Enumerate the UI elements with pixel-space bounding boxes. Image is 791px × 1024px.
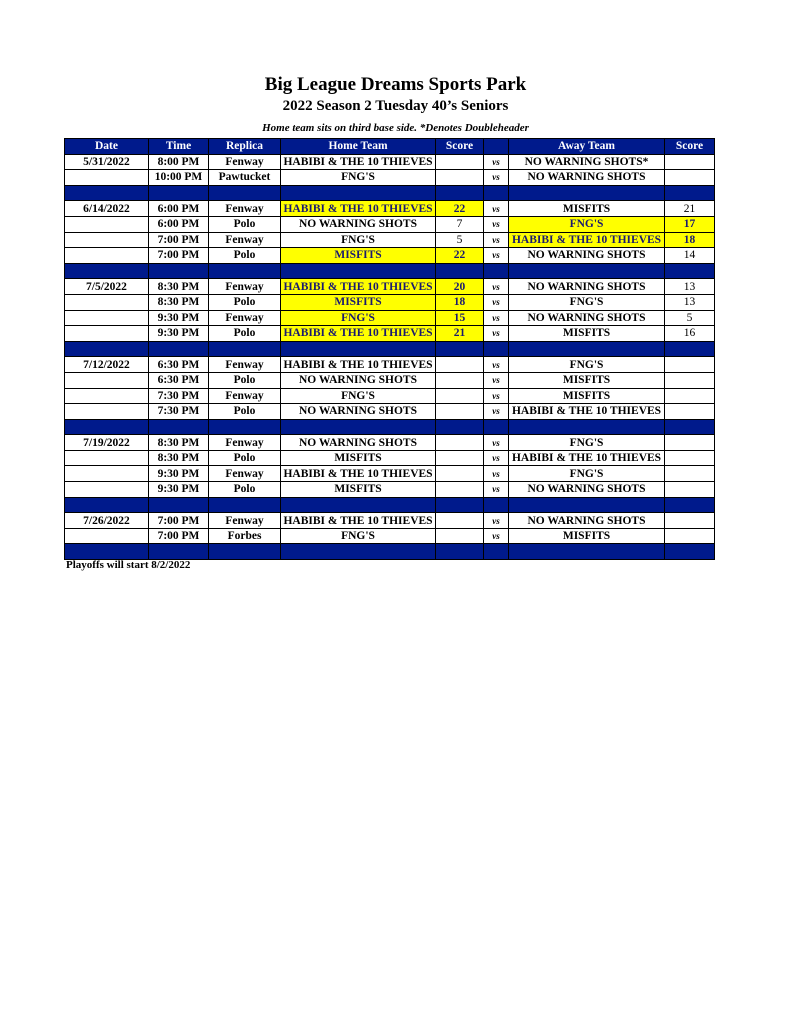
separator-cell: [209, 497, 281, 513]
cell-home-score: 18: [436, 294, 484, 310]
cell-time: 8:30 PM: [149, 435, 209, 451]
cell-date: [65, 466, 149, 482]
cell-replica: Fenway: [209, 279, 281, 295]
table-row: [65, 482, 715, 498]
cell-home-score: [436, 357, 484, 373]
cell-away-team: NO WARNING SHOTS: [509, 310, 665, 326]
cell-date: [65, 248, 149, 264]
cell-away-team: FNG'S: [509, 466, 665, 482]
separator-cell: [65, 341, 149, 357]
cell-time: 8:00 PM: [149, 154, 209, 170]
cell-home-score: [436, 388, 484, 404]
separator-cell: [436, 263, 484, 279]
separator-cell: [209, 544, 281, 560]
cell-date: [65, 404, 149, 420]
separator-cell: [65, 419, 149, 435]
cell-home-team: HABIBI & THE 10 THIEVES: [281, 357, 436, 373]
table-row: [65, 154, 715, 170]
separator-cell: [149, 263, 209, 279]
cell-time: 8:30 PM: [149, 450, 209, 466]
cell-home-team: MISFITS: [281, 450, 436, 466]
cell-date: [65, 450, 149, 466]
cell-away-team: MISFITS: [509, 201, 665, 217]
cell-home-team: FNG'S: [281, 388, 436, 404]
separator-row: [65, 185, 715, 201]
table-row: [65, 357, 715, 373]
separator-cell: [509, 263, 665, 279]
cell-home-team: MISFITS: [281, 248, 436, 264]
cell-time: 9:30 PM: [149, 326, 209, 342]
cell-away-score: 13: [665, 294, 715, 310]
cell-time: 9:30 PM: [149, 482, 209, 498]
cell-vs: vs: [484, 248, 509, 264]
cell-away-score: [665, 154, 715, 170]
cell-date: [65, 388, 149, 404]
separator-cell: [509, 497, 665, 513]
separator-cell: [509, 185, 665, 201]
cell-home-score: 22: [436, 248, 484, 264]
cell-away-score: 5: [665, 310, 715, 326]
cell-date: [65, 482, 149, 498]
cell-home-team: HABIBI & THE 10 THIEVES: [281, 201, 436, 217]
cell-date: [65, 372, 149, 388]
cell-away-team: HABIBI & THE 10 THIEVES: [509, 404, 665, 420]
cell-date: 7/19/2022: [65, 435, 149, 451]
cell-away-team: MISFITS: [509, 326, 665, 342]
cell-vs: vs: [484, 279, 509, 295]
cell-away-score: 18: [665, 232, 715, 248]
cell-replica: Polo: [209, 450, 281, 466]
cell-home-team: MISFITS: [281, 482, 436, 498]
cell-away-team: HABIBI & THE 10 THIEVES: [509, 450, 665, 466]
cell-away-score: 21: [665, 201, 715, 217]
cell-away-score: [665, 357, 715, 373]
cell-home-team: HABIBI & THE 10 THIEVES: [281, 326, 436, 342]
cell-date: [65, 326, 149, 342]
schedule-table: [64, 138, 715, 560]
schedule-body: [65, 154, 715, 559]
cell-away-team: FNG'S: [509, 294, 665, 310]
cell-away-score: [665, 528, 715, 544]
cell-home-score: [436, 154, 484, 170]
separator-cell: [149, 497, 209, 513]
cell-away-team: NO WARNING SHOTS*: [509, 154, 665, 170]
cell-date: [65, 528, 149, 544]
separator-cell: [65, 544, 149, 560]
col-header-away-score: Score: [665, 139, 715, 155]
separator-cell: [209, 341, 281, 357]
table-header-row: [65, 139, 715, 155]
table-row: [65, 248, 715, 264]
cell-vs: vs: [484, 482, 509, 498]
table-row: [65, 404, 715, 420]
cell-vs: vs: [484, 357, 509, 373]
cell-replica: Fenway: [209, 310, 281, 326]
table-row: [65, 326, 715, 342]
cell-vs: vs: [484, 310, 509, 326]
cell-home-team: HABIBI & THE 10 THIEVES: [281, 513, 436, 529]
table-row: [65, 170, 715, 186]
cell-replica: Polo: [209, 482, 281, 498]
table-row: [65, 435, 715, 451]
cell-vs: vs: [484, 294, 509, 310]
separator-cell: [281, 263, 436, 279]
cell-home-score: [436, 513, 484, 529]
table-row: [65, 232, 715, 248]
separator-cell: [65, 185, 149, 201]
col-header-time: Time: [149, 139, 209, 155]
separator-cell: [209, 419, 281, 435]
cell-replica: Polo: [209, 216, 281, 232]
cell-vs: vs: [484, 201, 509, 217]
cell-away-team: NO WARNING SHOTS: [509, 279, 665, 295]
cell-time: 8:30 PM: [149, 279, 209, 295]
cell-home-team: FNG'S: [281, 232, 436, 248]
cell-away-score: [665, 513, 715, 529]
page-title: Big League Dreams Sports Park: [264, 74, 527, 95]
cell-home-score: [436, 435, 484, 451]
separator-cell: [281, 419, 436, 435]
cell-away-team: FNG'S: [509, 435, 665, 451]
cell-time: 6:30 PM: [149, 372, 209, 388]
separator-row: [65, 341, 715, 357]
cell-replica: Fenway: [209, 388, 281, 404]
cell-home-score: [436, 450, 484, 466]
separator-cell: [281, 341, 436, 357]
cell-home-score: [436, 466, 484, 482]
cell-home-team: NO WARNING SHOTS: [281, 216, 436, 232]
separator-cell: [65, 497, 149, 513]
separator-row: [65, 497, 715, 513]
cell-replica: Fenway: [209, 201, 281, 217]
separator-cell: [665, 263, 715, 279]
separator-cell: [436, 341, 484, 357]
col-header-replica: Replica: [209, 139, 281, 155]
cell-time: 7:00 PM: [149, 513, 209, 529]
cell-vs: vs: [484, 404, 509, 420]
cell-date: 7/26/2022: [65, 513, 149, 529]
table-row: [65, 528, 715, 544]
separator-cell: [436, 185, 484, 201]
cell-away-score: [665, 388, 715, 404]
cell-away-score: [665, 372, 715, 388]
table-row: [65, 294, 715, 310]
cell-time: 8:30 PM: [149, 294, 209, 310]
cell-date: [65, 294, 149, 310]
cell-away-score: 13: [665, 279, 715, 295]
separator-row: [65, 263, 715, 279]
cell-away-team: NO WARNING SHOTS: [509, 513, 665, 529]
table-row: [65, 388, 715, 404]
cell-time: 9:30 PM: [149, 310, 209, 326]
cell-away-team: NO WARNING SHOTS: [509, 248, 665, 264]
cell-home-score: 15: [436, 310, 484, 326]
cell-vs: vs: [484, 466, 509, 482]
cell-vs: vs: [484, 154, 509, 170]
table-row: [65, 466, 715, 482]
separator-cell: [665, 341, 715, 357]
col-header-away-team: Away Team: [509, 139, 665, 155]
separator-cell: [484, 419, 509, 435]
cell-time: 10:00 PM: [149, 170, 209, 186]
page-note: Home team sits on third base side. *Denotes Doubleheader: [262, 122, 529, 134]
separator-cell: [665, 419, 715, 435]
cell-date: [65, 310, 149, 326]
separator-cell: [436, 497, 484, 513]
cell-replica: Polo: [209, 326, 281, 342]
cell-time: 6:00 PM: [149, 201, 209, 217]
cell-replica: Fenway: [209, 154, 281, 170]
cell-home-team: FNG'S: [281, 528, 436, 544]
cell-time: 7:30 PM: [149, 404, 209, 420]
cell-home-score: 7: [436, 216, 484, 232]
cell-away-team: MISFITS: [509, 388, 665, 404]
separator-cell: [509, 419, 665, 435]
cell-away-score: [665, 170, 715, 186]
cell-date: [65, 170, 149, 186]
cell-away-team: NO WARNING SHOTS: [509, 482, 665, 498]
cell-home-team: HABIBI & THE 10 THIEVES: [281, 466, 436, 482]
cell-vs: vs: [484, 216, 509, 232]
separator-cell: [665, 497, 715, 513]
cell-vs: vs: [484, 170, 509, 186]
separator-cell: [665, 185, 715, 201]
cell-replica: Fenway: [209, 513, 281, 529]
cell-home-score: [436, 482, 484, 498]
cell-vs: vs: [484, 388, 509, 404]
cell-vs: vs: [484, 372, 509, 388]
cell-away-team: MISFITS: [509, 372, 665, 388]
separator-cell: [65, 263, 149, 279]
cell-home-score: 5: [436, 232, 484, 248]
cell-replica: Polo: [209, 248, 281, 264]
cell-home-score: [436, 170, 484, 186]
cell-home-score: [436, 404, 484, 420]
separator-cell: [149, 419, 209, 435]
cell-home-score: 20: [436, 279, 484, 295]
cell-away-score: 14: [665, 248, 715, 264]
table-row: [65, 216, 715, 232]
cell-home-team: HABIBI & THE 10 THIEVES: [281, 279, 436, 295]
cell-time: 6:30 PM: [149, 357, 209, 373]
cell-away-score: [665, 450, 715, 466]
cell-replica: Fenway: [209, 466, 281, 482]
cell-away-team: FNG'S: [509, 357, 665, 373]
table-row: [65, 372, 715, 388]
table-row: [65, 450, 715, 466]
cell-home-team: NO WARNING SHOTS: [281, 404, 436, 420]
cell-away-score: [665, 404, 715, 420]
cell-vs: vs: [484, 513, 509, 529]
cell-home-team: HABIBI & THE 10 THIEVES: [281, 154, 436, 170]
cell-home-score: [436, 372, 484, 388]
cell-replica: Fenway: [209, 357, 281, 373]
separator-cell: [149, 544, 209, 560]
cell-time: 6:00 PM: [149, 216, 209, 232]
playoffs-note: Playoffs will start 8/2/2022: [66, 559, 191, 571]
separator-cell: [484, 544, 509, 560]
cell-vs: vs: [484, 435, 509, 451]
cell-replica: Pawtucket: [209, 170, 281, 186]
cell-home-team: NO WARNING SHOTS: [281, 435, 436, 451]
col-header-home-score: Score: [436, 139, 484, 155]
separator-cell: [281, 544, 436, 560]
cell-away-score: [665, 482, 715, 498]
cell-home-score: 22: [436, 201, 484, 217]
cell-replica: Forbes: [209, 528, 281, 544]
cell-date: 5/31/2022: [65, 154, 149, 170]
cell-date: 6/14/2022: [65, 201, 149, 217]
separator-cell: [281, 185, 436, 201]
separator-cell: [509, 341, 665, 357]
cell-away-score: 17: [665, 216, 715, 232]
cell-home-team: NO WARNING SHOTS: [281, 372, 436, 388]
cell-vs: vs: [484, 232, 509, 248]
separator-cell: [209, 185, 281, 201]
cell-time: 7:00 PM: [149, 232, 209, 248]
separator-cell: [509, 544, 665, 560]
col-header-vs: [484, 139, 509, 155]
cell-away-score: 16: [665, 326, 715, 342]
cell-away-score: [665, 435, 715, 451]
cell-replica: Fenway: [209, 435, 281, 451]
cell-replica: Polo: [209, 372, 281, 388]
cell-time: 7:30 PM: [149, 388, 209, 404]
cell-date: 7/12/2022: [65, 357, 149, 373]
table-row: [65, 513, 715, 529]
table-row: [65, 310, 715, 326]
separator-cell: [484, 497, 509, 513]
cell-date: [65, 216, 149, 232]
separator-cell: [149, 185, 209, 201]
separator-cell: [281, 497, 436, 513]
page-subtitle: 2022 Season 2 Tuesday 40’s Seniors: [282, 98, 509, 114]
cell-home-team: FNG'S: [281, 170, 436, 186]
cell-home-team: FNG'S: [281, 310, 436, 326]
cell-time: 7:00 PM: [149, 528, 209, 544]
separator-cell: [209, 263, 281, 279]
separator-row: [65, 419, 715, 435]
cell-date: 7/5/2022: [65, 279, 149, 295]
cell-away-team: HABIBI & THE 10 THIEVES: [509, 232, 665, 248]
cell-away-team: MISFITS: [509, 528, 665, 544]
col-header-date: Date: [65, 139, 149, 155]
separator-cell: [484, 341, 509, 357]
cell-away-team: FNG'S: [509, 216, 665, 232]
separator-cell: [436, 419, 484, 435]
cell-time: 7:00 PM: [149, 248, 209, 264]
separator-cell: [436, 544, 484, 560]
cell-replica: Polo: [209, 294, 281, 310]
cell-home-score: 21: [436, 326, 484, 342]
cell-home-team: MISFITS: [281, 294, 436, 310]
table-row: [65, 279, 715, 295]
cell-vs: vs: [484, 450, 509, 466]
separator-cell: [149, 341, 209, 357]
cell-time: 9:30 PM: [149, 466, 209, 482]
table-row: [65, 201, 715, 217]
cell-replica: Fenway: [209, 232, 281, 248]
col-header-home-team: Home Team: [281, 139, 436, 155]
separator-cell: [484, 185, 509, 201]
cell-home-score: [436, 528, 484, 544]
cell-away-team: NO WARNING SHOTS: [509, 170, 665, 186]
separator-row: [65, 544, 715, 560]
separator-cell: [484, 263, 509, 279]
separator-cell: [665, 544, 715, 560]
cell-vs: vs: [484, 528, 509, 544]
cell-replica: Polo: [209, 404, 281, 420]
cell-vs: vs: [484, 326, 509, 342]
cell-away-score: [665, 466, 715, 482]
cell-date: [65, 232, 149, 248]
